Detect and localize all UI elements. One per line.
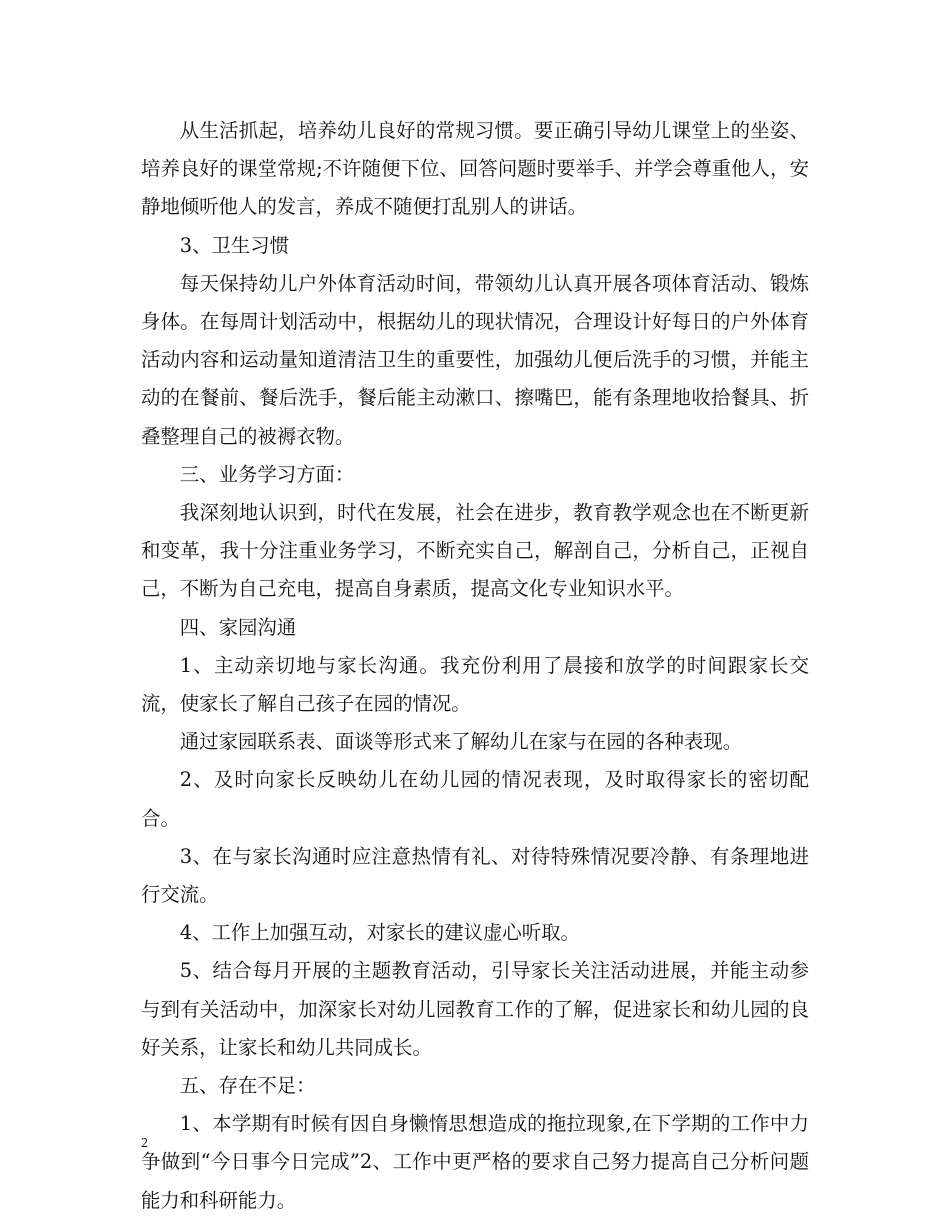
paragraph-communication-contact: 通过家园联系表、面谈等形式来了解幼儿在家与在园的各种表现。 (179, 730, 743, 754)
paragraph-communication-2: 2、及时向家长反映幼儿在幼儿园的情况表现，及时取得家长的密切配合。 (141, 768, 809, 830)
heading-shortcomings: 五、存在不足： (179, 1074, 316, 1098)
paragraph-hygiene: 每天保持幼儿户外体育活动时间，带领幼儿认真开展各项体育活动、锻炼身体。在每周计划活动中，根据幼儿的现状情况，合理设计好每日的户外体育活动内容和运动量知道清洁卫生的重要性，加强幼儿便后洗手的习惯，并能主动的在餐前、餐后洗手，餐后能主动漱口、擦嘴巴，能有条理地收拾餐具、折叠整理自己的被褥衣物。 (141, 271, 809, 448)
document-body (141, 112, 809, 1220)
paragraph-professional-study: 我深刻地认识到，时代在发展，社会在进步，教育教学观念也在不断更新和变革，我十分注重业务学习，不断充实自己，解剖自己，分析自己，正视自己，不断为自己充电，提高自身素质，提高文化专业知识水平。 (141, 501, 809, 601)
heading-hygiene-habits: 3、卫生习惯 (179, 233, 290, 257)
paragraph-communication-3: 3、在与家长沟通时应注意热情有礼、对待特殊情况要冷静、有条理地进行交流。 (141, 844, 809, 907)
heading-professional-study: 三、业务学习方面： (179, 462, 355, 486)
paragraph-communication-1: 1、主动亲切地与家长沟通。我充份利用了晨接和放学的时间跟家长交流，使家长了解自己孩子在园的情况。 (141, 653, 809, 716)
paragraph-communication-4: 4、工作上加强互动，对家长的建议虚心听取。 (179, 921, 580, 945)
paragraph-shortcomings: 1、本学期有时候有因自身懒惰思想造成的拖拉现象,在下学期的工作中力争做到“今日事今日完成”2、工作中更严格的要求自己努力提高自己分析问题能力和科研能力。 (141, 1112, 809, 1212)
paragraph-communication-5: 5、结合每月开展的主题教育活动，引导家长关注活动进展，并能主动参与到有关活动中，加深家长对幼儿园教育工作的了解，促进家长和幼儿园的良好关系，让家长和幼儿共同成长。 (141, 959, 809, 1059)
heading-home-school-communication: 四、家园沟通 (179, 615, 297, 639)
paragraph-routine-habits: 从生活抓起，培养幼儿良好的常规习惯。要正确引导幼儿课堂上的坐姿、培养良好的课堂常规;不许随便下位、回答问题时要举手、并学会尊重他人，安静地倾听他人的发言，养成不随便打乱别人的讲话。 (141, 119, 809, 219)
page-number: 2 (141, 1136, 148, 1151)
